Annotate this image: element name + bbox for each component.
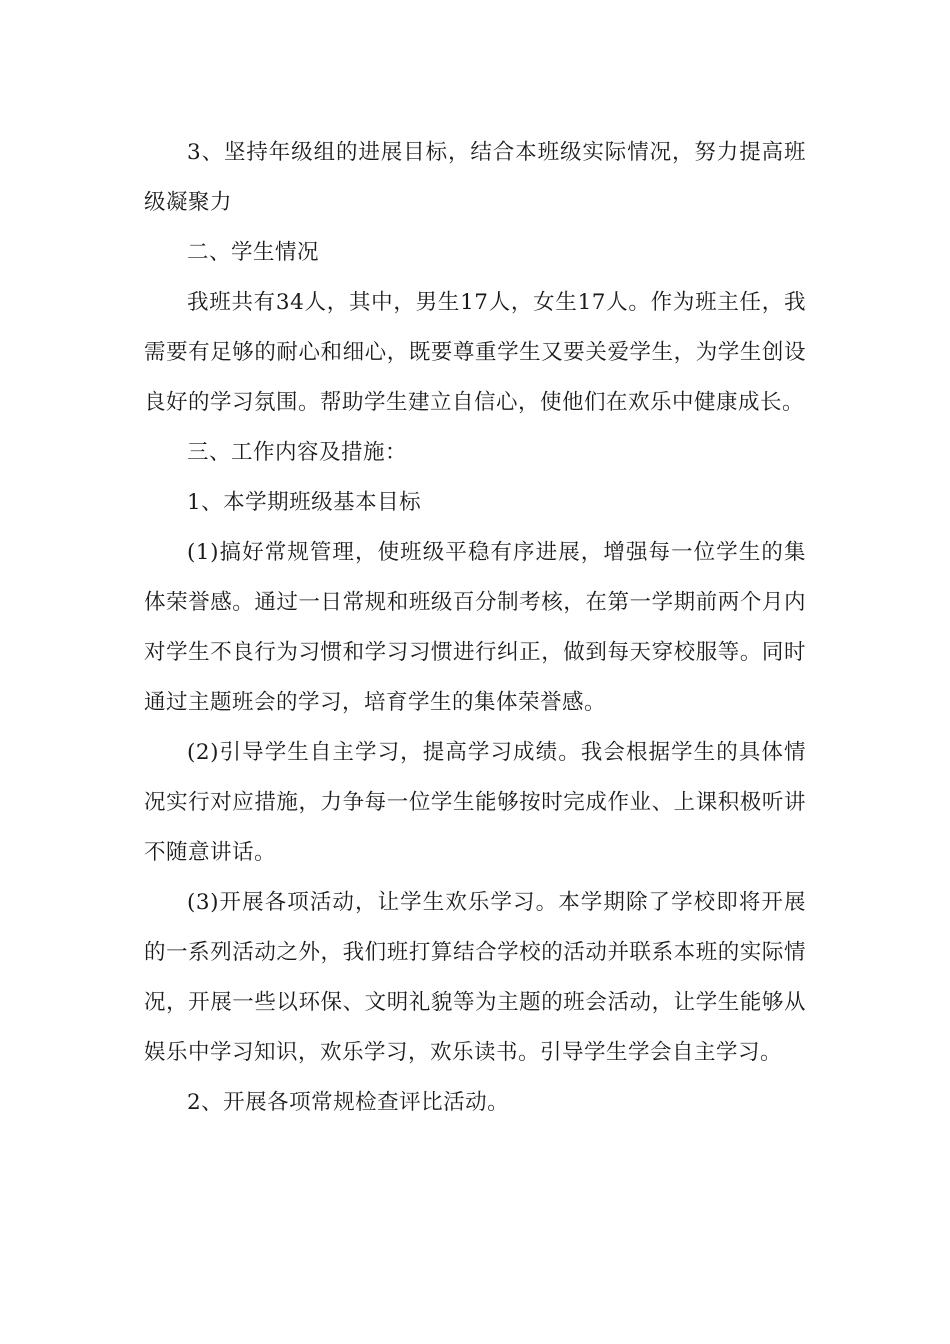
document-body bbox=[144, 128, 806, 1128]
paragraph-student-situation: 我班共有34人，其中，男生17人，女生17人。作为班主任，我需要有足够的耐心和细心，既要尊重学生又要关爱学生，为学生创设良好的学习氛围。帮助学生建立自信心，使他们在欢乐中健康成长。 bbox=[144, 290, 806, 415]
paragraph-self-study: (2)引导学生自主学习，提高学习成绩。我会根据学生的具体情况实行对应措施，力争每一位学生能够按时完成作业、上课积极听讲不随意讲话。 bbox=[144, 740, 806, 865]
paragraph-activities: (3)开展各项活动，让学生欢乐学习。本学期除了学校即将开展的一系列活动之外，我们班打算结合学校的活动并联系本班的实际情况，开展一些以环保、文明礼貌等为主题的班会活动，让学生能够从娱乐中学习知识，欢乐学习，欢乐读书。引导学生学会自主学习。 bbox=[144, 890, 806, 1065]
paragraph-goal-3: 3、坚持年级组的进展目标，结合本班级实际情况，努力提高班级凝聚力 bbox=[144, 140, 806, 215]
paragraph-routine-management: (1)搞好常规管理，使班级平稳有序进展，增强每一位学生的集体荣誉感。通过一日常规和班级百分制考核，在第一学期前两个月内对学生不良行为习惯和学习习惯进行纠正，做到每天穿校服等。同时通过主题班会的学习，培育学生的集体荣誉感。 bbox=[144, 540, 806, 715]
section-heading-student-situation: 二、学生情况 bbox=[187, 240, 320, 265]
section-heading-work-content: 三、工作内容及措施： bbox=[187, 440, 408, 465]
subheading-inspection-activities: 2、开展各项常规检查评比活动。 bbox=[187, 1090, 510, 1115]
subheading-semester-goals: 1、本学期班级基本目标 bbox=[187, 490, 422, 515]
